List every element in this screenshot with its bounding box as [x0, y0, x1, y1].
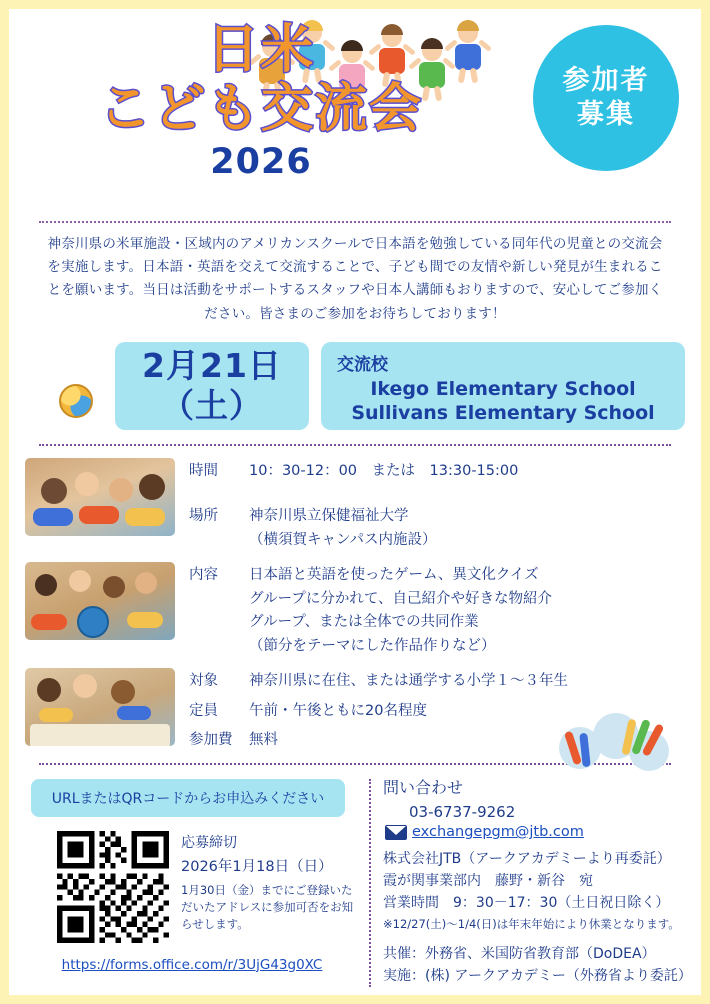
contact-phone: 03-6737-9262: [409, 802, 516, 821]
info-row: [25, 562, 685, 658]
event-date-weekday: （土）: [161, 385, 263, 425]
partner-schools: [321, 342, 685, 430]
poster-header: [25, 9, 685, 219]
title-line-2: こども交流会: [98, 78, 423, 139]
photo-globe-activity: [25, 562, 175, 640]
application-form-link[interactable]: https://forms.office.com/r/3UjG43g0XC: [61, 956, 323, 973]
title-year: 2026: [210, 142, 312, 183]
sponsor-block: [383, 943, 692, 988]
event-date: [115, 342, 309, 430]
info-value: グループに分かれて、自己紹介や好きな物紹介: [249, 590, 553, 607]
apply-instruction: URLまたはQRコードからお申込みください: [31, 779, 345, 817]
info-value: （節分をテーマにした作品作りなど）: [249, 637, 496, 654]
footer-section: [25, 775, 692, 988]
contact-organization: [383, 848, 685, 932]
partner-school-1: Ikego Elementary School: [370, 377, 636, 400]
qr-code[interactable]: [57, 831, 169, 943]
deadline-title: 応募締切: [181, 834, 237, 851]
deadline-block: [181, 827, 359, 943]
partner-schools-heading: 交流校: [337, 354, 388, 375]
info-value: 10：30-12：00 または 13:30-15:00: [249, 462, 519, 479]
status-badge: [533, 25, 679, 171]
lead-paragraph: 神奈川県の米軍施設・区域内のアメリカンスクールで日本語を勉強している同年代の児童との交流会を実施します。日本語・英語を交えて交流することで、子ども間での友情や新しい発見が生まれることを願います。当日は活動をサポートするスタッフや日本人講師もおりますので、安心してご参加ください。皆さまのご参加をお待ちしております！: [47, 236, 663, 322]
info-value: 午前・午後ともに20名程度: [249, 702, 427, 719]
globe-icon: [59, 384, 93, 418]
photo-desk-work: [25, 668, 175, 746]
title-line-1: 日米: [206, 20, 315, 80]
poster-title: [51, 20, 471, 183]
info-value: 神奈川県立保健福祉大学: [249, 508, 409, 525]
info-value: 無料: [249, 732, 278, 749]
info-row: [25, 458, 685, 552]
application-column: [25, 775, 365, 988]
deadline-note: 1月30日（金）までにご登録いただいたアドレスに参加可否をお知らせします。: [181, 883, 354, 931]
info-label: 参加費: [189, 732, 233, 749]
co-host-line: 共催：外務省、米国防省教育部（DoDEA）: [383, 945, 656, 962]
info-content: [189, 562, 685, 658]
info-label: 場所: [189, 508, 218, 525]
info-value: （横須賀キャンパス内施設）: [249, 531, 437, 548]
info-time: [189, 458, 685, 552]
date-school-section: [25, 340, 685, 432]
deadline-date: 2026年1月18日（日）: [181, 858, 333, 875]
partner-school-2: Sullivans Elementary School: [351, 402, 655, 425]
info-label: 内容: [189, 567, 218, 584]
divider: [39, 444, 671, 446]
contact-column: [365, 775, 692, 988]
mail-icon: [385, 825, 407, 840]
divider: [39, 221, 671, 223]
business-hours-note: ※12/27(土)～1/4(日)は年末年始により休業となります。: [383, 916, 680, 931]
contact-title: 問い合わせ: [383, 777, 464, 797]
info-value: グループ、または全体での共同作業: [249, 614, 479, 631]
business-hours: 営業時間 9：30－17：30（土日祝日除く）: [383, 895, 670, 912]
org-line-2: 霞が関事業部内 藤野・新谷 宛: [383, 873, 593, 890]
badge-line-2: 募集: [577, 99, 635, 130]
operator-line: 実施：(株) アークアカデミー（外務省より委託）: [383, 968, 692, 985]
photo-classroom-group: [25, 458, 175, 536]
info-value: 神奈川県に在住、または通学する小学１～３年生: [249, 673, 568, 690]
org-line-1: 株式会社JTB（アークアカデミーより再委託）: [383, 851, 671, 868]
info-label: 時間: [189, 462, 218, 479]
info-label: 定員: [189, 702, 218, 719]
info-value: 日本語と英語を使ったゲーム、異文化クイズ: [249, 567, 539, 584]
contact-email-link[interactable]: exchangepgm@jtb.com: [412, 824, 584, 841]
badge-line-1: 参加者: [562, 65, 650, 97]
info-label: 対象: [189, 673, 218, 690]
event-date-day: 2月21日: [142, 345, 282, 385]
